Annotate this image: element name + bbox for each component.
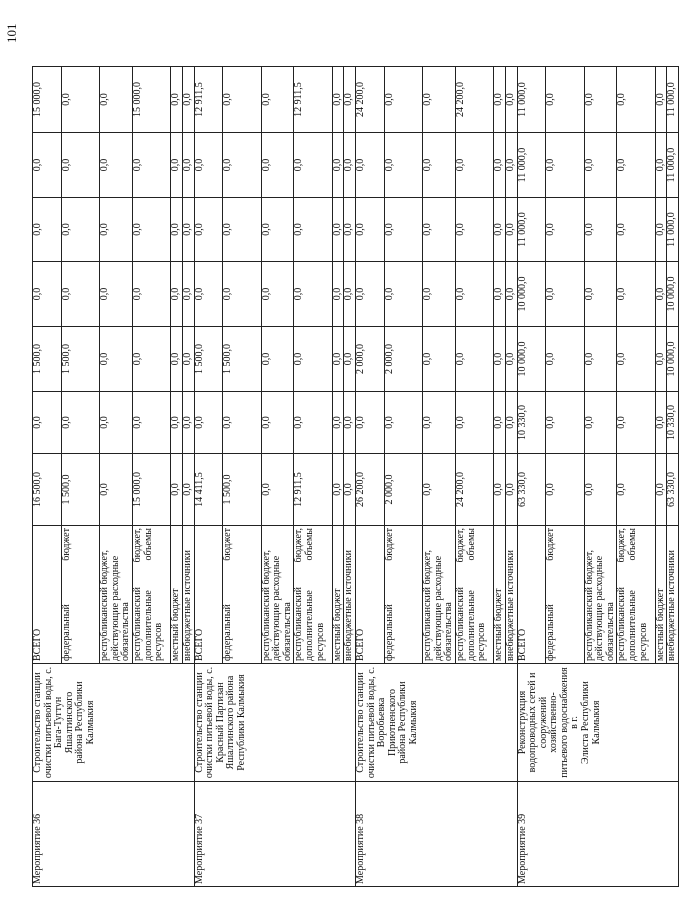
funding-source-text: республиканский бюджет, дополнительные объемы ресурсов — [454, 528, 488, 661]
amount-cell: 0,0 — [505, 262, 517, 327]
funding-source-text: республиканский бюджет, дополнительные объемы ресурсов — [131, 528, 165, 661]
amount-cell: 0,0 — [171, 262, 183, 327]
amount-cell: 0,0 — [455, 392, 493, 454]
amount-cell: 0,0 — [61, 392, 99, 454]
amount-cell: 0,0 — [384, 262, 422, 327]
amount-cell: 0,0 — [100, 67, 133, 133]
funding-source-label — [384, 526, 422, 664]
amount-cell: 0,0 — [384, 67, 422, 133]
amount-cell: 0,0 — [344, 262, 356, 327]
amount-cell: 0,0 — [384, 133, 422, 198]
amount-cell: 0,0 — [455, 327, 493, 392]
funding-source-text: федеральный бюджет — [545, 528, 557, 661]
measure-description — [517, 664, 679, 782]
funding-source-text: федеральный бюджет — [222, 528, 234, 661]
amount-cell: 0,0 — [182, 327, 194, 392]
amount-cell: 11 000,0 — [667, 67, 679, 133]
description-line: очистки питьевой воды, с. — [42, 666, 54, 779]
funding-source-label — [546, 526, 584, 664]
measure-cell: Мероприятие 39 — [517, 782, 679, 887]
description-line: Красный Партизан — [214, 682, 226, 763]
measure-cell: Мероприятие 36 — [33, 782, 195, 887]
funding-source-text: местный бюджет — [331, 588, 343, 661]
description-line: Строительство станции — [32, 672, 43, 773]
funding-source-text: республиканский бюджет, действующие расходные обязательства — [260, 550, 293, 661]
amount-cell: 0,0 — [584, 262, 617, 327]
amount-cell: 0,0 — [655, 67, 667, 133]
amount-cell: 0,0 — [33, 133, 62, 198]
description-line: района Республики Калмыкия — [74, 681, 96, 764]
description-line: водопроводных сетей и — [527, 672, 539, 773]
amount-cell: 0,0 — [332, 133, 344, 198]
funding-source-text: федеральный бюджет — [60, 528, 72, 661]
table-row — [33, 67, 43, 887]
amount-cell: 0,0 — [423, 262, 456, 327]
amount-cell: 12 911,5 — [294, 454, 332, 526]
amount-cell: 0,0 — [356, 133, 385, 198]
amount-cell: 0,0 — [132, 198, 170, 262]
funding-source-label — [423, 526, 456, 664]
funding-source-label — [171, 526, 183, 664]
amount-cell: 0,0 — [494, 67, 506, 133]
amount-cell: 0,0 — [546, 67, 584, 133]
amount-cell: 0,0 — [261, 327, 294, 392]
funding-source-text: внебюджетные источники — [181, 550, 193, 661]
amount-cell: 0,0 — [617, 327, 655, 392]
description-line: Элиста Республики Калмыкия — [580, 681, 602, 764]
funding-source-text: республиканский бюджет, дополнительные объемы ресурсов — [616, 528, 649, 661]
amount-cell: 0,0 — [494, 454, 506, 526]
amount-cell: 0,0 — [100, 198, 133, 262]
funding-source-text: республиканский бюджет, дополнительные объемы ресурсов — [293, 528, 326, 661]
funding-source-label — [517, 526, 546, 664]
amount-cell: 0,0 — [617, 392, 655, 454]
amount-cell: 0,0 — [171, 198, 183, 262]
funding-source-text: внебюджетные источники — [504, 550, 516, 661]
funding-source-label — [655, 526, 667, 664]
amount-cell: 0,0 — [132, 392, 170, 454]
amount-cell: 0,0 — [423, 198, 456, 262]
amount-cell: 0,0 — [655, 454, 667, 526]
funding-source-text: местный бюджет — [654, 588, 666, 661]
funding-source-label — [505, 526, 517, 664]
amount-cell: 0,0 — [132, 327, 170, 392]
amount-cell: 0,0 — [100, 262, 133, 327]
amount-cell: 16 500,0 — [33, 454, 62, 526]
amount-cell: 0,0 — [61, 262, 99, 327]
amount-cell: 10 000,0 — [517, 327, 546, 392]
description-line: Яшалтинского района — [225, 675, 237, 770]
funding-source-label — [261, 526, 294, 664]
amount-cell: 11 000,0 — [667, 198, 679, 262]
description-line: Реконструкция — [516, 690, 528, 755]
amount-cell: 0,0 — [505, 327, 517, 392]
funding-source-label — [667, 526, 679, 664]
funding-source-text: внебюджетные источники — [666, 550, 678, 661]
amount-cell: 0,0 — [584, 454, 617, 526]
amount-cell: 0,0 — [171, 454, 183, 526]
funding-source-text: республиканский бюджет, действующие расходные обязательства — [99, 550, 132, 661]
amount-cell: 0,0 — [455, 198, 493, 262]
amount-cell: 0,0 — [423, 327, 456, 392]
description-line: питьевого водоснабжения в г. — [558, 667, 581, 778]
amount-cell: 24 200,0 — [356, 67, 385, 133]
amount-cell: 0,0 — [344, 327, 356, 392]
measure-cell: Мероприятие 38 — [356, 782, 518, 887]
funding-source-text: республиканский бюджет, действующие расходные обязательства — [422, 550, 455, 661]
amount-cell: 0,0 — [171, 327, 183, 392]
amount-cell: 1 500,0 — [223, 454, 261, 526]
amount-cell: 12 911,5 — [294, 67, 332, 133]
amount-cell: 0,0 — [194, 262, 223, 327]
amount-cell: 0,0 — [294, 262, 332, 327]
description-line: Воробьевка Приютненского — [376, 688, 398, 757]
amount-cell: 0,0 — [171, 67, 183, 133]
amount-cell: 0,0 — [423, 133, 456, 198]
funding-source-label — [584, 526, 617, 664]
amount-cell: 0,0 — [61, 133, 99, 198]
amount-cell: 0,0 — [261, 67, 294, 133]
amount-cell: 0,0 — [546, 392, 584, 454]
amount-cell: 0,0 — [332, 198, 344, 262]
budget-table — [32, 66, 679, 887]
funding-source-text: ВСЕГО — [32, 628, 43, 661]
amount-cell: 0,0 — [655, 392, 667, 454]
amount-cell: 2 000,0 — [384, 454, 422, 526]
amount-cell: 10 000,0 — [517, 262, 546, 327]
amount-cell: 0,0 — [423, 392, 456, 454]
amount-cell: 0,0 — [423, 454, 456, 526]
description-line: Бага-Тугтун Яшалтинского — [53, 691, 75, 754]
amount-cell: 0,0 — [332, 327, 344, 392]
amount-cell: 0,0 — [132, 262, 170, 327]
amount-cell: 63 330,0 — [667, 454, 679, 526]
amount-cell: 14 411,5 — [194, 454, 223, 526]
funding-source-label — [455, 526, 493, 664]
amount-cell: 1 500,0 — [194, 327, 223, 392]
amount-cell: 0,0 — [182, 262, 194, 327]
funding-source-label — [132, 526, 170, 664]
measure-description — [356, 664, 518, 782]
funding-source-label — [344, 526, 356, 664]
funding-source-text: внебюджетные источники — [343, 550, 355, 661]
amount-cell: 1 500,0 — [33, 327, 62, 392]
description-line: очистки питьевой воды, с. — [365, 666, 377, 779]
amount-cell: 0,0 — [182, 198, 194, 262]
amount-cell: 0,0 — [356, 262, 385, 327]
amount-cell: 0,0 — [332, 67, 344, 133]
funding-source-label — [332, 526, 344, 664]
description-line: очистки питьевой воды, с. — [204, 666, 216, 779]
funding-source-text: республиканский бюджет, действующие расходные обязательства — [583, 550, 616, 661]
funding-source-label — [494, 526, 506, 664]
amount-cell: 0,0 — [261, 133, 294, 198]
amount-cell: 0,0 — [33, 262, 62, 327]
measure-cell: Мероприятие 37 — [194, 782, 356, 887]
amount-cell: 1 500,0 — [223, 327, 261, 392]
amount-cell: 0,0 — [182, 67, 194, 133]
amount-cell: 0,0 — [294, 133, 332, 198]
description-line: Строительство станции — [193, 672, 205, 773]
amount-cell: 11 000,0 — [517, 67, 546, 133]
amount-cell: 24 200,0 — [455, 67, 493, 133]
table-row — [194, 67, 204, 887]
amount-cell: 10 000,0 — [667, 327, 679, 392]
description-line: Республики Калмыкия — [235, 674, 247, 771]
amount-cell: 0,0 — [61, 198, 99, 262]
amount-cell: 0,0 — [182, 392, 194, 454]
amount-cell: 0,0 — [494, 262, 506, 327]
description-line: сооружений хозяйственно- — [537, 692, 560, 753]
amount-cell: 0,0 — [494, 198, 506, 262]
funding-source-label — [294, 526, 332, 664]
amount-cell: 0,0 — [455, 262, 493, 327]
amount-cell: 0,0 — [344, 198, 356, 262]
amount-cell: 1 500,0 — [61, 327, 99, 392]
amount-cell: 0,0 — [494, 133, 506, 198]
amount-cell: 2 000,0 — [356, 327, 385, 392]
table-row — [517, 67, 527, 887]
funding-source-text: ВСЕГО — [355, 628, 366, 661]
description-line: района Республики Калмыкия — [397, 681, 419, 764]
amount-cell: 12 911,5 — [194, 67, 223, 133]
amount-cell: 15 000,0 — [33, 67, 62, 133]
amount-cell: 0,0 — [655, 198, 667, 262]
amount-cell: 0,0 — [617, 262, 655, 327]
amount-cell: 0,0 — [546, 262, 584, 327]
amount-cell: 0,0 — [617, 198, 655, 262]
funding-source-label — [617, 526, 655, 664]
amount-cell: 0,0 — [617, 133, 655, 198]
amount-cell: 0,0 — [182, 133, 194, 198]
page-number: 101 — [4, 23, 19, 43]
amount-cell: 0,0 — [344, 67, 356, 133]
amount-cell: 0,0 — [171, 133, 183, 198]
amount-cell: 0,0 — [294, 198, 332, 262]
amount-cell: 0,0 — [344, 454, 356, 526]
amount-cell: 15 000,0 — [132, 67, 170, 133]
amount-cell: 0,0 — [332, 262, 344, 327]
funding-source-label — [194, 526, 223, 664]
table-row — [356, 67, 366, 887]
amount-cell: 0,0 — [223, 198, 261, 262]
amount-cell: 0,0 — [171, 392, 183, 454]
funding-source-text: федеральный бюджет — [383, 528, 395, 661]
amount-cell: 0,0 — [584, 198, 617, 262]
amount-cell: 11 000,0 — [517, 198, 546, 262]
amount-cell: 0,0 — [261, 392, 294, 454]
amount-cell: 0,0 — [584, 392, 617, 454]
funding-source-label — [100, 526, 133, 664]
amount-cell: 0,0 — [61, 67, 99, 133]
amount-cell: 0,0 — [100, 454, 133, 526]
amount-cell: 10 000,0 — [667, 262, 679, 327]
measure-description — [33, 664, 195, 782]
amount-cell: 0,0 — [505, 454, 517, 526]
amount-cell: 0,0 — [182, 454, 194, 526]
amount-cell: 63 330,0 — [517, 454, 546, 526]
measure-description — [194, 664, 356, 782]
amount-cell: 0,0 — [384, 392, 422, 454]
funding-source-text: ВСЕГО — [193, 628, 205, 661]
amount-cell: 0,0 — [344, 133, 356, 198]
amount-cell: 0,0 — [261, 198, 294, 262]
amount-cell: 0,0 — [546, 454, 584, 526]
amount-cell: 0,0 — [132, 133, 170, 198]
amount-cell: 0,0 — [505, 133, 517, 198]
amount-cell: 0,0 — [261, 262, 294, 327]
amount-cell: 0,0 — [194, 198, 223, 262]
amount-cell: 0,0 — [332, 454, 344, 526]
amount-cell: 0,0 — [332, 392, 344, 454]
funding-source-text: местный бюджет — [170, 588, 182, 661]
amount-cell: 24 200,0 — [455, 454, 493, 526]
amount-cell: 0,0 — [356, 392, 385, 454]
amount-cell: 0,0 — [505, 392, 517, 454]
amount-cell: 0,0 — [294, 327, 332, 392]
amount-cell: 15 000,0 — [132, 454, 170, 526]
amount-cell: 11 000,0 — [667, 133, 679, 198]
amount-cell: 0,0 — [505, 67, 517, 133]
amount-cell: 0,0 — [505, 198, 517, 262]
amount-cell: 10 330,0 — [667, 392, 679, 454]
funding-source-label — [182, 526, 194, 664]
amount-cell: 0,0 — [100, 327, 133, 392]
funding-source-label — [33, 526, 62, 664]
amount-cell: 2 000,0 — [384, 327, 422, 392]
amount-cell: 0,0 — [344, 392, 356, 454]
amount-cell: 0,0 — [194, 133, 223, 198]
amount-cell: 0,0 — [356, 198, 385, 262]
description-line: Строительство станции — [355, 672, 366, 773]
amount-cell: 0,0 — [584, 67, 617, 133]
amount-cell: 0,0 — [455, 133, 493, 198]
amount-cell: 0,0 — [223, 133, 261, 198]
amount-cell: 0,0 — [384, 198, 422, 262]
amount-cell: 0,0 — [223, 262, 261, 327]
amount-cell: 1 500,0 — [61, 454, 99, 526]
amount-cell: 0,0 — [546, 327, 584, 392]
amount-cell: 0,0 — [584, 327, 617, 392]
funding-source-label — [223, 526, 261, 664]
amount-cell: 0,0 — [423, 67, 456, 133]
funding-source-text: ВСЕГО — [516, 628, 528, 661]
amount-cell: 0,0 — [655, 327, 667, 392]
amount-cell: 0,0 — [33, 392, 62, 454]
amount-cell: 0,0 — [223, 67, 261, 133]
amount-cell: 0,0 — [100, 133, 133, 198]
funding-source-text: местный бюджет — [493, 588, 505, 661]
amount-cell: 0,0 — [655, 133, 667, 198]
amount-cell: 0,0 — [546, 133, 584, 198]
funding-source-label — [61, 526, 99, 664]
amount-cell: 0,0 — [194, 392, 223, 454]
amount-cell: 0,0 — [617, 67, 655, 133]
amount-cell: 0,0 — [223, 392, 261, 454]
amount-cell: 0,0 — [33, 198, 62, 262]
amount-cell: 0,0 — [617, 454, 655, 526]
amount-cell: 26 200,0 — [356, 454, 385, 526]
funding-source-label — [356, 526, 385, 664]
amount-cell: 10 330,0 — [517, 392, 546, 454]
amount-cell: 0,0 — [494, 327, 506, 392]
amount-cell: 0,0 — [261, 454, 294, 526]
amount-cell: 0,0 — [100, 392, 133, 454]
amount-cell: 0,0 — [546, 198, 584, 262]
amount-cell: 11 000,0 — [517, 133, 546, 198]
amount-cell: 0,0 — [494, 392, 506, 454]
amount-cell: 0,0 — [294, 392, 332, 454]
amount-cell: 0,0 — [584, 133, 617, 198]
amount-cell: 0,0 — [655, 262, 667, 327]
